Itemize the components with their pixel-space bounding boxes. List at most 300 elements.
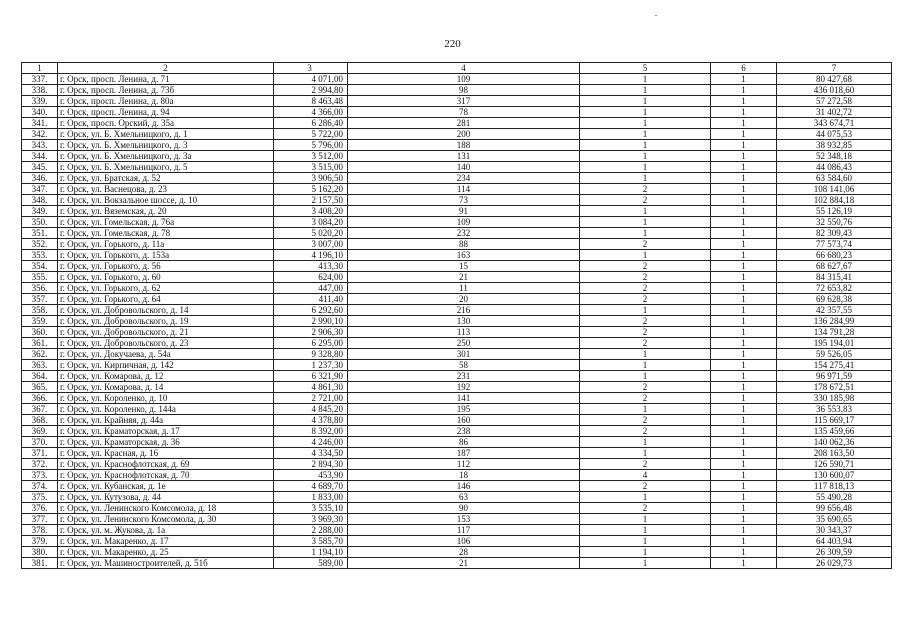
row-number: 362.	[22, 349, 58, 360]
row-number: 353.	[22, 250, 58, 261]
amount-cell: 38 932,85	[777, 140, 892, 151]
area-cell: 8 463,48	[274, 96, 348, 107]
amount-cell: 178 672,51	[777, 382, 892, 393]
table-row	[22, 503, 892, 514]
col6-cell: 1	[711, 316, 777, 327]
row-number: 340.	[22, 107, 58, 118]
col5-cell: 1	[580, 74, 711, 85]
table-row	[22, 338, 892, 349]
col6-cell: 1	[711, 294, 777, 305]
row-number: 361.	[22, 338, 58, 349]
area-cell: 4 196,10	[274, 250, 348, 261]
row-number: 346.	[22, 173, 58, 184]
row-number: 378.	[22, 525, 58, 536]
address-cell: г. Орск, ул. Краматорская, д. 17	[58, 426, 274, 437]
area-cell: 589,00	[274, 558, 348, 569]
residents-cell: 114	[348, 184, 580, 195]
col6-cell: 1	[711, 470, 777, 481]
col5-cell: 1	[580, 129, 711, 140]
table-row	[22, 173, 892, 184]
col5-cell: 1	[580, 492, 711, 503]
amount-cell: 117 818,13	[777, 481, 892, 492]
col6-cell: 1	[711, 514, 777, 525]
col6-cell: 1	[711, 151, 777, 162]
residents-cell: 301	[348, 349, 580, 360]
address-cell: г. Орск, ул. Горького, д. 60	[58, 272, 274, 283]
amount-cell: 52 348,18	[777, 151, 892, 162]
col5-cell: 1	[580, 371, 711, 382]
column-header-1: 1	[22, 63, 58, 74]
col5-cell: 1	[580, 140, 711, 151]
amount-cell: 63 584,60	[777, 173, 892, 184]
row-number: 368.	[22, 415, 58, 426]
residents-cell: 113	[348, 327, 580, 338]
residents-cell: 187	[348, 448, 580, 459]
address-cell: г. Орск, ул. Гомельская, д. 78	[58, 228, 274, 239]
col6-cell: 1	[711, 129, 777, 140]
table-row	[22, 382, 892, 393]
residents-cell: 281	[348, 118, 580, 129]
col6-cell: 1	[711, 206, 777, 217]
amount-cell: 330 185,98	[777, 393, 892, 404]
col6-cell: 1	[711, 118, 777, 129]
col5-cell: 2	[580, 239, 711, 250]
residents-cell: 232	[348, 228, 580, 239]
address-cell: г. Орск, ул. Вокзальное шоссе, д. 10	[58, 195, 274, 206]
table-row	[22, 261, 892, 272]
row-number: 373.	[22, 470, 58, 481]
col6-cell: 1	[711, 536, 777, 547]
area-cell: 5 722,00	[274, 129, 348, 140]
col6-cell: 1	[711, 173, 777, 184]
amount-cell: 108 141,06	[777, 184, 892, 195]
row-number: 347.	[22, 184, 58, 195]
col6-cell: 1	[711, 261, 777, 272]
col6-cell: 1	[711, 140, 777, 151]
table-row	[22, 536, 892, 547]
col6-cell: 1	[711, 371, 777, 382]
table-row	[22, 140, 892, 151]
residents-cell: 317	[348, 96, 580, 107]
table-row	[22, 96, 892, 107]
col6-cell: 1	[711, 107, 777, 118]
col5-cell: 2	[580, 382, 711, 393]
amount-cell: 59 526,05	[777, 349, 892, 360]
row-number: 348.	[22, 195, 58, 206]
table-row	[22, 514, 892, 525]
residents-cell: 192	[348, 382, 580, 393]
residents-cell: 234	[348, 173, 580, 184]
col5-cell: 2	[580, 415, 711, 426]
col5-cell: 1	[580, 217, 711, 228]
row-number: 379.	[22, 536, 58, 547]
col5-cell: 2	[580, 184, 711, 195]
address-cell: г. Орск, просп. Орский, д. 35а	[58, 118, 274, 129]
row-number: 375.	[22, 492, 58, 503]
col6-cell: 1	[711, 96, 777, 107]
col6-cell: 1	[711, 349, 777, 360]
residents-cell: 86	[348, 437, 580, 448]
address-cell: г. Орск, ул. Кубанская, д. 1е	[58, 481, 274, 492]
row-number: 365.	[22, 382, 58, 393]
col5-cell: 4	[580, 470, 711, 481]
address-cell: г. Орск, ул. Гомельская, д. 76а	[58, 217, 274, 228]
table-row	[22, 360, 892, 371]
residents-cell: 21	[348, 272, 580, 283]
amount-cell: 26 309,59	[777, 547, 892, 558]
col6-cell: 1	[711, 492, 777, 503]
address-cell: г. Орск, ул. Ленинского Комсомола, д. 18	[58, 503, 274, 514]
amount-cell: 36 553,83	[777, 404, 892, 415]
row-number: 371.	[22, 448, 58, 459]
col5-cell: 1	[580, 228, 711, 239]
amount-cell: 32 550,76	[777, 217, 892, 228]
col6-cell: 1	[711, 360, 777, 371]
residents-cell: 90	[348, 503, 580, 514]
amount-cell: 72 653,82	[777, 283, 892, 294]
row-number: 363.	[22, 360, 58, 371]
table-row	[22, 294, 892, 305]
address-cell: г. Орск, ул. Кутузова, д. 44	[58, 492, 274, 503]
amount-cell: 154 275,41	[777, 360, 892, 371]
residents-cell: 91	[348, 206, 580, 217]
area-cell: 1 237,30	[274, 360, 348, 371]
address-cell: г. Орск, ул. Б. Хмельницкого, д. 3	[58, 140, 274, 151]
area-cell: 4 378,80	[274, 415, 348, 426]
residents-cell: 20	[348, 294, 580, 305]
area-cell: 453,90	[274, 470, 348, 481]
col6-cell: 1	[711, 195, 777, 206]
residents-cell: 109	[348, 74, 580, 85]
area-cell: 5 796,00	[274, 140, 348, 151]
table-row	[22, 272, 892, 283]
table-row	[22, 305, 892, 316]
table-row	[22, 118, 892, 129]
col5-cell: 2	[580, 261, 711, 272]
col5-cell: 2	[580, 327, 711, 338]
table-row	[22, 371, 892, 382]
col5-cell: 1	[580, 360, 711, 371]
col5-cell: 1	[580, 558, 711, 569]
area-cell: 8 392,00	[274, 426, 348, 437]
table-row	[22, 184, 892, 195]
col6-cell: 1	[711, 415, 777, 426]
table-row	[22, 415, 892, 426]
area-cell: 6 286,40	[274, 118, 348, 129]
table-row	[22, 547, 892, 558]
col6-cell: 1	[711, 338, 777, 349]
area-cell: 4 334,50	[274, 448, 348, 459]
amount-cell: 44 075,53	[777, 129, 892, 140]
address-cell: г. Орск, просп. Ленина, д. 71	[58, 74, 274, 85]
row-number: 356.	[22, 283, 58, 294]
amount-cell: 80 427,68	[777, 74, 892, 85]
col5-cell: 2	[580, 503, 711, 514]
column-header-7: 7	[777, 63, 892, 74]
row-number: 351.	[22, 228, 58, 239]
row-number: 345.	[22, 162, 58, 173]
area-cell: 4 689,70	[274, 481, 348, 492]
area-cell: 1 833,00	[274, 492, 348, 503]
residents-cell: 140	[348, 162, 580, 173]
residents-cell: 160	[348, 415, 580, 426]
address-cell: г. Орск, ул. Добровольского, д. 19	[58, 316, 274, 327]
col5-cell: 2	[580, 195, 711, 206]
address-cell: г. Орск, ул. Короленко, д. 144а	[58, 404, 274, 415]
area-cell: 2 721,00	[274, 393, 348, 404]
row-number: 372.	[22, 459, 58, 470]
residents-cell: 112	[348, 459, 580, 470]
row-number: 370.	[22, 437, 58, 448]
address-cell: г. Орск, ул. м. Жукова, д. 1а	[58, 525, 274, 536]
address-cell: г. Орск, ул. Горького, д. 56	[58, 261, 274, 272]
area-cell: 411,40	[274, 294, 348, 305]
column-header-4: 4	[348, 63, 580, 74]
residents-cell: 250	[348, 338, 580, 349]
col6-cell: 1	[711, 239, 777, 250]
address-cell: г. Орск, ул. Горького, д. 62	[58, 283, 274, 294]
amount-cell: 68 627,67	[777, 261, 892, 272]
residents-cell: 200	[348, 129, 580, 140]
col5-cell: 1	[580, 349, 711, 360]
area-cell: 4 071,00	[274, 74, 348, 85]
area-cell: 6 292,60	[274, 305, 348, 316]
row-number: 343.	[22, 140, 58, 151]
amount-cell: 135 459,66	[777, 426, 892, 437]
area-cell: 3 512,00	[274, 151, 348, 162]
amount-cell: 134 791,28	[777, 327, 892, 338]
residents-cell: 18	[348, 470, 580, 481]
area-cell: 4 845,20	[274, 404, 348, 415]
table-row	[22, 195, 892, 206]
col6-cell: 1	[711, 305, 777, 316]
col5-cell: 2	[580, 272, 711, 283]
row-number: 360.	[22, 327, 58, 338]
table-row	[22, 107, 892, 118]
residents-cell: 216	[348, 305, 580, 316]
col6-cell: 1	[711, 382, 777, 393]
table-row	[22, 74, 892, 85]
area-cell: 3 969,30	[274, 514, 348, 525]
col6-cell: 1	[711, 503, 777, 514]
col5-cell: 2	[580, 481, 711, 492]
amount-cell: 126 590,71	[777, 459, 892, 470]
area-cell: 2 157,50	[274, 195, 348, 206]
residents-cell: 21	[348, 558, 580, 569]
area-cell: 413,30	[274, 261, 348, 272]
residents-cell: 153	[348, 514, 580, 525]
col5-cell: 1	[580, 85, 711, 96]
row-number: 354.	[22, 261, 58, 272]
col6-cell: 1	[711, 459, 777, 470]
residents-cell: 131	[348, 151, 580, 162]
residents-cell: 106	[348, 536, 580, 547]
table-row	[22, 481, 892, 492]
residents-cell: 15	[348, 261, 580, 272]
col5-cell: 1	[580, 206, 711, 217]
area-cell: 447,00	[274, 283, 348, 294]
col5-cell: 2	[580, 316, 711, 327]
table-row	[22, 85, 892, 96]
address-cell: г. Орск, ул. Макаренко, д. 17	[58, 536, 274, 547]
col5-cell: 2	[580, 338, 711, 349]
residents-cell: 195	[348, 404, 580, 415]
column-header-2: 2	[58, 63, 274, 74]
scan-speck	[655, 15, 657, 16]
address-cell: г. Орск, ул. Добровольского, д. 23	[58, 338, 274, 349]
address-cell: г. Орск, ул. Короленко, д. 10	[58, 393, 274, 404]
col6-cell: 1	[711, 74, 777, 85]
residents-cell: 188	[348, 140, 580, 151]
page-number: 220	[444, 38, 461, 50]
table-row	[22, 327, 892, 338]
col6-cell: 1	[711, 547, 777, 558]
address-cell: г. Орск, ул. Крайняя, д. 44а	[58, 415, 274, 426]
residents-cell: 117	[348, 525, 580, 536]
address-cell: г. Орск, ул. Б. Хмельницкого, д. 5	[58, 162, 274, 173]
column-header-5: 5	[580, 63, 711, 74]
table-row	[22, 162, 892, 173]
table-row	[22, 349, 892, 360]
amount-cell: 208 163,50	[777, 448, 892, 459]
area-cell: 5 020,20	[274, 228, 348, 239]
amount-cell: 55 126,19	[777, 206, 892, 217]
residents-cell: 88	[348, 239, 580, 250]
table-body	[22, 74, 892, 569]
col6-cell: 1	[711, 272, 777, 283]
area-cell: 4 366,00	[274, 107, 348, 118]
col5-cell: 1	[580, 96, 711, 107]
col6-cell: 1	[711, 250, 777, 261]
address-cell: г. Орск, просп. Ленина, д. 73б	[58, 85, 274, 96]
area-cell: 4 246,00	[274, 437, 348, 448]
col5-cell: 1	[580, 107, 711, 118]
row-number: 341.	[22, 118, 58, 129]
row-number: 350.	[22, 217, 58, 228]
residents-cell: 163	[348, 250, 580, 261]
table-row	[22, 492, 892, 503]
table-row	[22, 426, 892, 437]
residents-cell: 63	[348, 492, 580, 503]
table-row	[22, 206, 892, 217]
col6-cell: 1	[711, 184, 777, 195]
amount-cell: 136 284,99	[777, 316, 892, 327]
address-cell: г. Орск, ул. Красная, д. 16	[58, 448, 274, 459]
address-cell: г. Орск, просп. Ленина, д. 80а	[58, 96, 274, 107]
address-cell: г. Орск, ул. Вяземская, д. 20	[58, 206, 274, 217]
residents-cell: 78	[348, 107, 580, 118]
col6-cell: 1	[711, 327, 777, 338]
address-cell: г. Орск, ул. Горького, д. 64	[58, 294, 274, 305]
area-cell: 6 321,90	[274, 371, 348, 382]
col5-cell: 1	[580, 514, 711, 525]
row-number: 349.	[22, 206, 58, 217]
col5-cell: 1	[580, 547, 711, 558]
col5-cell: 1	[580, 250, 711, 261]
row-number: 366.	[22, 393, 58, 404]
area-cell: 1 194,10	[274, 547, 348, 558]
amount-cell: 77 573,74	[777, 239, 892, 250]
amount-cell: 99 656,48	[777, 503, 892, 514]
col5-cell: 2	[580, 393, 711, 404]
col6-cell: 1	[711, 85, 777, 96]
row-number: 367.	[22, 404, 58, 415]
residents-cell: 11	[348, 283, 580, 294]
table-row	[22, 470, 892, 481]
area-cell: 4 861,30	[274, 382, 348, 393]
residents-cell: 238	[348, 426, 580, 437]
address-cell: г. Орск, ул. Васнецова, д. 23	[58, 184, 274, 195]
amount-cell: 42 357,55	[777, 305, 892, 316]
address-cell: г. Орск, просп. Ленина, д. 94	[58, 107, 274, 118]
amount-cell: 140 062,36	[777, 437, 892, 448]
amount-cell: 30 343,37	[777, 525, 892, 536]
address-cell: г. Орск, ул. Машиностроителей, д. 51б	[58, 558, 274, 569]
amount-cell: 66 680,23	[777, 250, 892, 261]
address-cell: г. Орск, ул. Братская, д. 52	[58, 173, 274, 184]
address-cell: г. Орск, ул. Добровольского, д. 21	[58, 327, 274, 338]
table-row	[22, 151, 892, 162]
row-number: 338.	[22, 85, 58, 96]
address-cell: г. Орск, ул. Макаренко, д. 25	[58, 547, 274, 558]
column-header-3: 3	[274, 63, 348, 74]
col5-cell: 1	[580, 173, 711, 184]
amount-cell: 82 309,43	[777, 228, 892, 239]
address-cell: г. Орск, ул. Б. Хмельницкого, д. 1	[58, 129, 274, 140]
area-cell: 3 007,00	[274, 239, 348, 250]
address-cell: г. Орск, ул. Докучаева, д. 54а	[58, 349, 274, 360]
amount-cell: 343 674,71	[777, 118, 892, 129]
col6-cell: 1	[711, 481, 777, 492]
column-number-row	[22, 63, 892, 74]
col6-cell: 1	[711, 393, 777, 404]
table-row	[22, 228, 892, 239]
row-number: 377.	[22, 514, 58, 525]
table-row	[22, 525, 892, 536]
address-cell: г. Орск, ул. Краматорская, д. 36	[58, 437, 274, 448]
col5-cell: 1	[580, 151, 711, 162]
table-row	[22, 316, 892, 327]
residents-cell: 146	[348, 481, 580, 492]
area-cell: 6 295,00	[274, 338, 348, 349]
address-cell: г. Орск, ул. Ленинского Комсомола, д. 30	[58, 514, 274, 525]
residents-cell: 109	[348, 217, 580, 228]
row-number: 358.	[22, 305, 58, 316]
amount-cell: 130 600,07	[777, 470, 892, 481]
amount-cell: 436 018,60	[777, 85, 892, 96]
amount-cell: 55 490,28	[777, 492, 892, 503]
amount-cell: 57 272,58	[777, 96, 892, 107]
col6-cell: 1	[711, 558, 777, 569]
amount-cell: 84 315,41	[777, 272, 892, 283]
area-cell: 3 535,10	[274, 503, 348, 514]
residents-cell: 58	[348, 360, 580, 371]
area-cell: 3 906,50	[274, 173, 348, 184]
row-number: 344.	[22, 151, 58, 162]
area-cell: 2 990,10	[274, 316, 348, 327]
area-cell: 9 328,80	[274, 349, 348, 360]
row-number: 381.	[22, 558, 58, 569]
area-cell: 3 515,00	[274, 162, 348, 173]
area-cell: 5 162,20	[274, 184, 348, 195]
col5-cell: 1	[580, 162, 711, 173]
address-cell: г. Орск, ул. Горького, д. 11а	[58, 239, 274, 250]
col6-cell: 1	[711, 448, 777, 459]
col5-cell: 2	[580, 294, 711, 305]
amount-cell: 35 690,65	[777, 514, 892, 525]
area-cell: 3 408,20	[274, 206, 348, 217]
address-cell: г. Орск, ул. Комарова, д. 12	[58, 371, 274, 382]
